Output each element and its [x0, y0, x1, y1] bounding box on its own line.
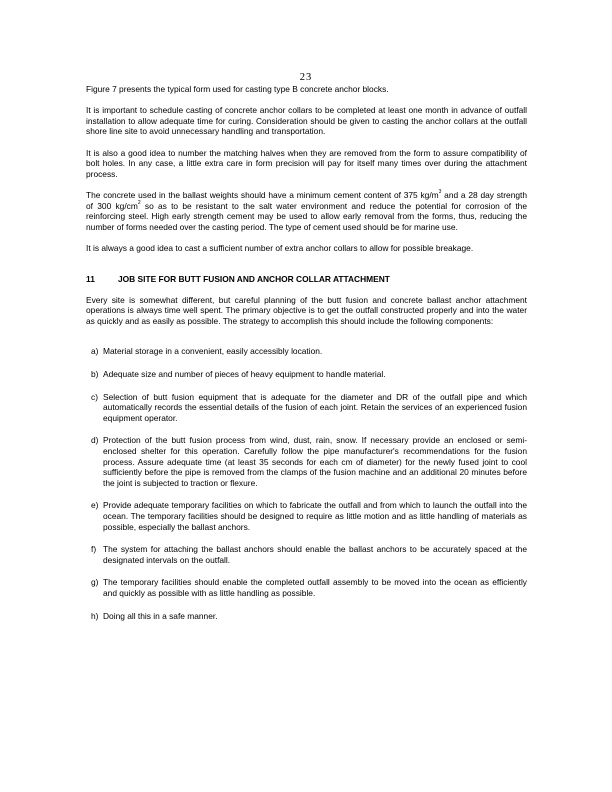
- section-title: JOB SITE FOR BUTT FUSION AND ANCHOR COLLAR ATTACHMENT: [118, 273, 390, 284]
- list-item: [91, 369, 527, 380]
- superscript-2: 2: [137, 199, 141, 206]
- list-item-text: Selection of butt fusion equipment that is adequate for the diameter and DR of the outfall pipe and which automatically records the essential details of the fusion of each joint. Retain the services of an experienced fusion equipment operator.: [103, 391, 527, 423]
- list-item-text: The system for attaching the ballast anchors should enable the ballast anchors to be accurately spaced at the designated intervals on the outfall.: [103, 544, 527, 565]
- paragraph: It is also a good idea to number the matching halves when they are removed from the form to assure compatibility of bolt holes. In any case, a little extra care in form precision will pay for itself many times over during the attachment process.: [86, 147, 527, 179]
- page-number: 23: [299, 72, 313, 83]
- section-heading: [86, 274, 527, 285]
- list-item: [91, 577, 527, 598]
- list-item-label: d): [91, 435, 99, 446]
- list-item-text: Adequate size and number of pieces of heavy equipment to handle material.: [103, 369, 386, 380]
- concrete-paragraph: [86, 190, 527, 232]
- list-item-label: c): [91, 391, 98, 402]
- list-item: [91, 500, 527, 532]
- list-item: [91, 435, 527, 488]
- list-item-text: Material storage in a convenient, easily accessibly location.: [103, 346, 323, 357]
- paragraph: It is always a good idea to cast a sufficient number of extra anchor collars to allow for possible breakage.: [86, 242, 474, 253]
- concrete-text-1: The concrete used in the ballast weights should have a minimum cement content of 375 kg/m: [86, 189, 439, 200]
- list-item-text: Protection of the butt fusion process from wind, dust, rain, snow. If necessary provide an enclosed or semi-enclosed shelter for this operation. Carefully follow the pipe manufacturer's recommendations for the fusion process. Assure adequate time (at least 35 seconds for each cm of diameter) for the newly fused joint to cool sufficiently before the pipe is removed from the clamps of the fusion machine and an additional 20 minutes before the joint is subjected to traction or flexure.: [103, 435, 527, 488]
- list-item-label: f): [91, 544, 97, 555]
- list-item-text: Doing all this in a safe manner.: [103, 610, 218, 621]
- list-item: [91, 544, 527, 565]
- list-item-text: The temporary facilities should enable the completed outfall assembly to be moved into the ocean as efficiently and quickly as possible with as little handling as possible.: [103, 577, 527, 598]
- components-list: [86, 346, 527, 621]
- list-item-label: b): [91, 369, 99, 380]
- list-item-label: h): [91, 610, 99, 621]
- paragraph: It is important to schedule casting of concrete anchor collars to be completed at least one month in advance of outfall installation to allow adequate time for curing. Consideration should be given to casting the anchor collars at the outfall shore line site to avoid unnecessary handling and transportation.: [86, 105, 527, 137]
- list-item-label: g): [91, 577, 99, 588]
- list-item-text: Provide adequate temporary facilities on which to fabricate the outfall and from which to launch the outfall into the ocean. The temporary facilities should be designed to require as little motion and as little handling of materials as possible, especially the ballast anchors.: [103, 500, 527, 532]
- concrete-text-2: and a 28 day strength of 300 kg/cm: [86, 189, 527, 211]
- list-item: [91, 346, 527, 357]
- page-body: [86, 84, 527, 633]
- list-item: [91, 611, 527, 622]
- concrete-text-3: so as to be resistant to the salt water environment and reduce the potential for corrosion of the reinforcing steel. High early strength cement may be used to allow early removal from the forms, thus, reducing the number of forms needed over the casting period. The type of cement used should be for marine use.: [86, 200, 527, 232]
- list-item-label: e): [91, 500, 99, 511]
- paragraph: Figure 7 presents the typical form used for casting type B concrete anchor blocks.: [86, 84, 389, 94]
- section-intro: Every site is somewhat different, but careful planning of the butt fusion and concrete ballast anchor attachment operations is always time well spent. The primary objective is to get the outfall constructed properly and into the water as quickly and as easily as possible. The strategy to accomplish this should include the following components:: [86, 294, 527, 326]
- section-number: 11: [86, 273, 95, 284]
- list-item: [91, 392, 527, 424]
- superscript-3: 3: [438, 189, 442, 196]
- list-item-label: a): [91, 346, 99, 357]
